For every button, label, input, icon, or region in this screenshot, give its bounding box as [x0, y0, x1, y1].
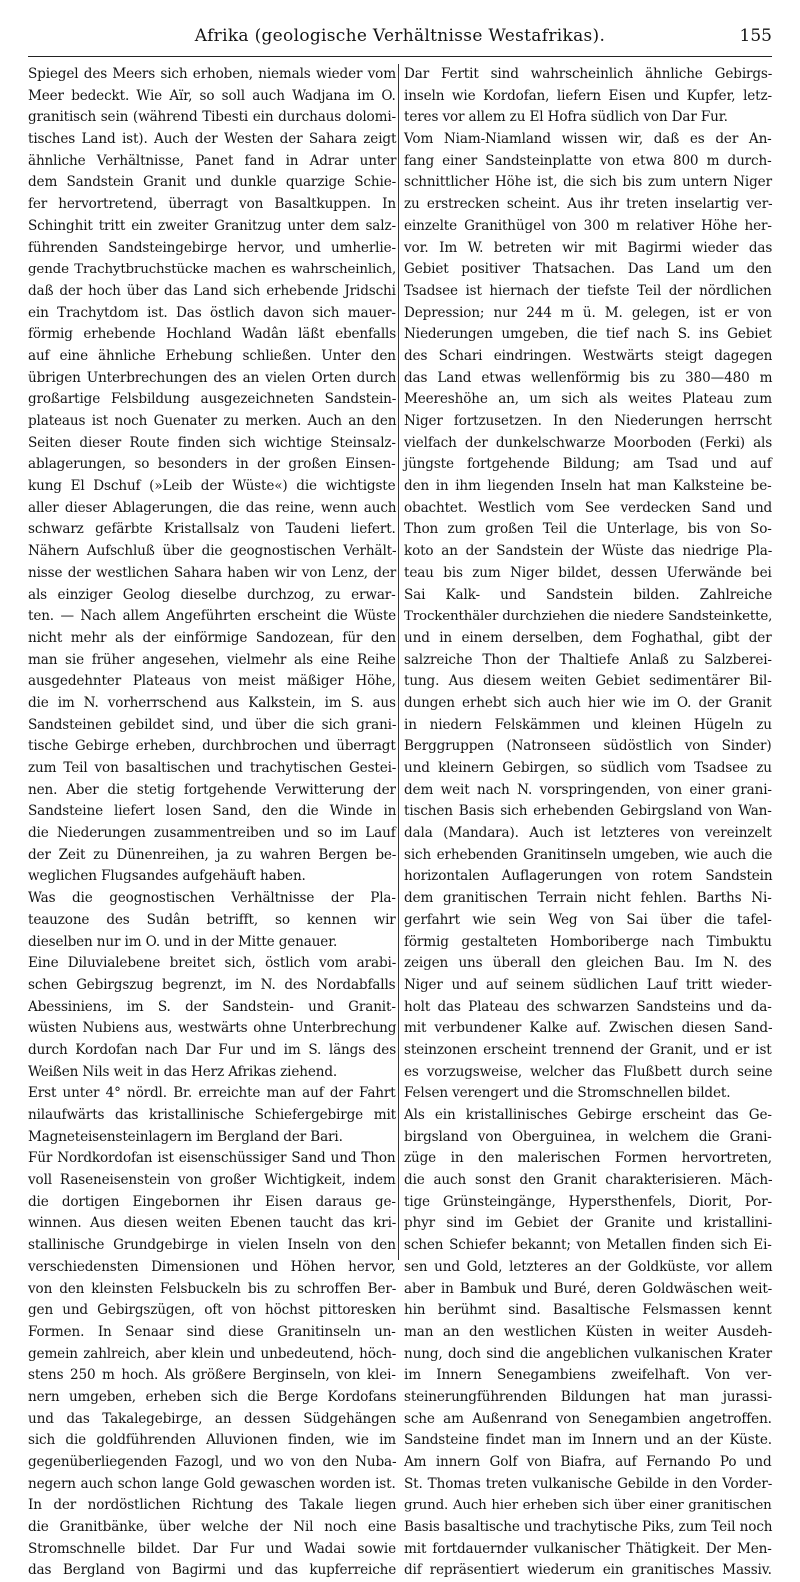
text-line: dem weit nach N. vorspringenden, von einer grani-: [404, 781, 772, 798]
text-line: aller dieser Ablagerungen, die das reine, wenn auch: [28, 499, 397, 516]
text-line: vor. Im W. betreten wir mit Bagirmi wieder das: [404, 239, 773, 256]
text-line: Schinghit tritt ein zweiter Granitzug unter dem salz-: [28, 217, 396, 234]
text-line: Dar Fertit sind wahrscheinlich ähnliche Gebirgs-: [404, 66, 773, 82]
text-line: von den kleinsten Felsbuckeln bis zu schroffen Ber-: [28, 1280, 397, 1297]
text-line: Basis basaltische und trachytische Piks, zum Teil noch: [404, 1519, 773, 1536]
text-line: gende Trachytbruchstücke machen es wahrscheinlich,: [28, 262, 397, 278]
text-line: kung El Dschuf (»Leib der Wüste«) die wichtigste: [28, 478, 396, 495]
text-line: züge in den malerischen Formen hervortreten,: [404, 1150, 772, 1167]
text-line: inseln wie Kordofan, liefern Eisen und Kupfer, letz-: [404, 87, 772, 104]
text-line: nung, doch sind die angeblichen vulkanischen Krater: [404, 1345, 772, 1362]
text-line: sich erhebenden Granitinseln umgeben, wie auch die: [404, 846, 773, 863]
right-column: [404, 64, 773, 1579]
text-line: Felsen verengert und die Stromschnellen bildet.: [404, 1085, 731, 1102]
text-line: im Innern Senegambiens zweifelhaft. Von ver-: [404, 1367, 772, 1384]
text-line: sen und Gold, letzteres an der Goldküste, vor allem: [404, 1258, 773, 1275]
text-line: nilaufwärts das kristallinische Schiefergebirge mit: [28, 1107, 396, 1123]
text-line: salzreiche Thon der Thaltiefe Anlaß zu Salzberei-: [404, 651, 772, 668]
text-line: zu erstrecken scheint. Aus ihr treten inselartig ver-: [404, 196, 773, 213]
text-line: gemein zahlreich, aber klein und unbedeutend, höch-: [28, 1345, 397, 1362]
text-line: St. Thomas treten vulkanische Gebilde in den Vorder-: [404, 1475, 773, 1492]
text-line: mit verbundener Kalke auf. Zwischen diesen Sand-: [404, 1020, 773, 1037]
text-line: grund. Auch hier erheben sich über einer granitischen: [404, 1498, 772, 1514]
text-line: Weißen Nils weit in das Herz Afrikas ziehend.: [28, 1063, 338, 1080]
text-line: großartige Felsbildung ausgezeichneten Sandstein-: [28, 391, 397, 408]
text-line: ähnliche Verhältnisse, Panet fand in Adrar unter: [28, 152, 397, 169]
text-line: man sie früher angesehen, vielmehr als eine Reihe: [28, 651, 396, 668]
text-line: stallinische Grundgebirge in vielen Inseln von den: [28, 1237, 396, 1254]
text-line: fang einer Sandsteinplatte von etwa 800 m durch-: [404, 152, 772, 169]
text-line: das Bergland von Bagirmi und das kupferreiche: [28, 1562, 397, 1579]
text-line: vielfach der dunkelschwarze Moorboden (Ferki) als: [404, 434, 773, 451]
text-line: dif repräsentiert wiederum ein granitisches Massiv.: [404, 1562, 772, 1579]
text-line: ablagerungen, so besonders in der großen Einsen-: [28, 456, 396, 473]
text-line: tung. Aus diesem weiten Gebiet sedimentärer Bil-: [404, 673, 772, 690]
text-line: zum Teil von basaltischen und trachytischen Gestei-: [28, 760, 397, 776]
text-line: zeigen uns überall den gleichen Bau. Im N. des: [404, 955, 772, 972]
text-line: dem Sandstein Granit und dunkle quarzige Schie-: [28, 174, 397, 191]
text-line: Meer bedeckt. Wie Aïr, so soll auch Wadjana im O.: [28, 87, 396, 104]
text-line: tische Gebirge erheben, durchbrochen und überragt: [28, 738, 396, 755]
text-line: schnittlicher Höhe ist, die sich bis zum untern Niger: [404, 174, 772, 191]
text-line: Sai Kalk- und Sandstein bilden. Zahlreiche: [404, 586, 773, 603]
text-line: schen Schiefer bekannt; von Metallen finden sich Ei-: [404, 1237, 772, 1254]
text-line: gen und Gebirgszügen, oft von höchst pittoresken: [28, 1302, 397, 1319]
text-line: des Schari eindringen. Westwärts steigt dagegen: [404, 347, 773, 364]
text-line: Stromschnelle bildet. Dar Fur und Wadai sowie: [28, 1540, 396, 1557]
text-line: stens 250 m hoch. Als größere Berginseln, von klei-: [28, 1367, 396, 1384]
text-line: Meereshöhe an, um sich als weites Plateau zum: [404, 391, 772, 408]
text-line: Magneteisensteinlagern im Bergland der Bari.: [28, 1128, 343, 1145]
text-line: dieselben nur im O. und in der Mitte genauer.: [28, 933, 338, 950]
text-line: tisches Land ist). Auch der Westen der Sahara zeigt: [28, 131, 397, 148]
page-number: 155: [739, 26, 772, 46]
text-line: Thon zum großen Teil die Unterlage, bis von So-: [404, 521, 772, 538]
text-line: Berggruppen (Natronseen südöstlich von Sinder): [404, 738, 772, 755]
text-line: Für Nordkordofan ist eisenschüssiger Sand und Thon: [28, 1150, 396, 1167]
text-line: daß der hoch über das Land sich erhebende Jridschi: [28, 282, 396, 299]
text-line: man an den westlichen Küsten in weiter Ausdeh-: [404, 1323, 773, 1340]
text-line: koto an der Sandstein der Wüste das niedrige Pla-: [404, 543, 773, 560]
text-line: phyr sind im Gebiet der Granite und kristallini-: [404, 1215, 773, 1232]
text-line: sche am Außenrand von Senegambien angetroffen.: [404, 1410, 772, 1427]
text-line: nen. Aber die stetig fortgehende Verwitterung der: [28, 781, 396, 798]
text-line: horizontalen Auflagerungen von rotem Sandstein: [404, 868, 773, 885]
text-line: sich die goldführenden Alluvionen finden, wie im: [28, 1432, 397, 1449]
text-line: in niedern Felskämmen und kleinen Hügeln zu: [404, 716, 772, 733]
text-line: einzelte Granithügel von 300 m relativer Höhe her-: [404, 217, 772, 234]
text-line: Eine Diluvialebene breitet sich, östlich vom arabi-: [28, 955, 397, 972]
text-line: tischen Basis sich erhebenden Gebirgsland von Wan-: [404, 803, 772, 820]
text-line: schwarz gefärbte Kristallsalz von Taudeni liefert.: [28, 521, 396, 538]
text-line: förmig gestalteten Homboriberge nach Timbuktu: [404, 933, 772, 950]
text-line: die auch sonst den Granit charakterisieren. Mäch-: [404, 1172, 773, 1189]
text-line: nisse der westlichen Sahara haben wir von Lenz, der: [28, 564, 397, 581]
text-line: als einziger Geolog dieselbe durchzog, zu erwar-: [28, 586, 396, 603]
text-line: aber in Bambuk und Buré, deren Goldwäschen weit-: [404, 1280, 773, 1297]
text-line: plateaus ist noch Guenater zu merken. Auch an den: [28, 413, 397, 429]
header-rule: [28, 56, 772, 57]
text-line: Als ein kristallinisches Gebirge erscheint das Ge-: [404, 1107, 772, 1123]
text-line: Sandsteine liefert losen Sand, den die Winde in: [28, 803, 397, 820]
text-line: mit fortdauernder vulkanischer Thätigkeit. Der Men-: [404, 1540, 772, 1557]
text-line: Sandsteinen gebildet sind, und über die sich grani-: [28, 716, 397, 733]
text-line: übrigen Unterbrechungen des an vielen Orten durch: [28, 369, 397, 386]
text-line: Nähern Aufschluß über die geognostischen Verhält-: [28, 543, 397, 560]
text-line: Niger fortzusetzen. In den Niederungen herrscht: [404, 413, 772, 429]
text-line: das Land etwas wellenförmig bis zu 380—480 m: [404, 369, 773, 386]
text-line: Erst unter 4° nördl. Br. erreichte man auf der Fahrt: [28, 1085, 396, 1102]
text-line: ausgedehnter Plateaus von meist mäßiger Höhe,: [28, 673, 396, 690]
text-line: Vom Niam-Niamland wissen wir, daß es der An-: [404, 131, 772, 148]
left-column: [28, 64, 397, 1579]
text-line: auf eine ähnliche Erhebung schließen. Unter den: [28, 347, 396, 364]
text-line: Sandsteine findet man im Innern und an der Küste.: [404, 1432, 772, 1449]
text-line: dem granitischen Terrain nicht fehlen. Barths Ni-: [404, 890, 772, 907]
text-line: die Granitbänke, über welche der Nil noch eine: [28, 1519, 397, 1536]
text-line: die Niederungen zusammentreiben und so im Lauf: [28, 825, 396, 842]
text-line: und das Takalegebirge, an dessen Südgehängen: [28, 1410, 397, 1427]
column-divider: [398, 64, 399, 1260]
text-line: die dortigen Eingebornen ihr Eisen daraus ge-: [28, 1193, 396, 1210]
text-line: In der nordöstlichen Richtung des Takale liegen: [28, 1497, 397, 1514]
text-line: birgsland von Oberguinea, in welchem die Grani-: [404, 1128, 772, 1145]
text-line: es vorzugsweise, welcher das Flußbett durch seine: [404, 1063, 773, 1080]
text-line: Am innern Golf von Biafra, auf Fernando Po und: [404, 1454, 772, 1470]
text-line: steinzonen erscheint trennend der Granit, und er ist: [404, 1041, 772, 1058]
text-line: und kleinern Gebirgen, so südlich vom Tsadsee zu: [404, 760, 772, 776]
text-line: Seiten dieser Route finden sich wichtige Steinsalz-: [28, 434, 396, 451]
text-line: Was die geognostischen Verhältnisse der Pla-: [28, 890, 396, 907]
text-line: Niger und auf seinem südlichen Lauf tritt wieder-: [404, 976, 772, 993]
text-line: jüngste fortgehende Bildung; am Tsad und auf: [404, 456, 772, 473]
text-line: ten. — Nach allem Angeführten erscheint die Wüste: [28, 608, 397, 625]
text-line: der Zeit zu Dünenreihen, ja zu wahren Bergen be-: [28, 846, 397, 863]
text-line: voll Raseneisenstein von großer Wichtigkeit, indem: [28, 1172, 396, 1189]
page-header-title: Afrika (geologische Verhältnisse Westafrikas).: [194, 26, 606, 46]
text-line: gerfahrt wie sein Weg von Sai über die tafel-: [404, 911, 772, 928]
text-line: förmig erhebende Hochland Wadân läßt ebenfalls: [28, 326, 397, 343]
text-line: Abessiniens, im S. der Sandstein- und Granit-: [28, 998, 396, 1015]
text-line: tige Grünsteingänge, Hypersthenfels, Diorit, Por-: [404, 1193, 772, 1210]
text-line: wüsten Nubiens aus, westwärts ohne Unterbrechung: [28, 1020, 397, 1037]
text-line: teres vor allem zu El Hofra südlich von Dar Fur.: [404, 109, 728, 126]
text-line: und in einem derselben, dem Foghathal, gibt der: [404, 629, 772, 646]
text-line: nicht mehr als der einförmige Sandozean, für den: [28, 629, 396, 646]
text-line: steinerungführenden Bildungen hat man jurassi-: [404, 1388, 773, 1405]
text-line: weglichen Flugsandes aufgehäuft haben.: [28, 868, 306, 885]
text-line: nern umgeben, erheben sich die Berge Kordofans: [28, 1388, 397, 1405]
text-line: schen Gebirgszug begrenzt, im N. des Nordabfalls: [28, 976, 396, 993]
text-line: Niederungen umgeben, die tief nach S. ins Gebiet: [404, 326, 772, 343]
text-line: granitisch sein (während Tibesti ein durchaus dolomi-: [28, 109, 396, 126]
text-line: den in ihm liegenden Inseln hat man Kalksteine be-: [404, 478, 772, 495]
text-line: führenden Sandsteingebirge hervor, und umherlie-: [28, 239, 396, 256]
text-line: Gebiet positiver Thatsachen. Das Land um den: [404, 261, 772, 278]
text-line: teau bis zum Niger bildet, dessen Uferwände bei: [404, 564, 772, 581]
text-line: die im N. vorherrschend aus Kalkstein, im S. aus: [28, 694, 396, 711]
text-line: Formen. In Senaar sind diese Granitinseln un-: [28, 1323, 396, 1340]
text-line: winnen. Aus diesen weiten Ebenen taucht das kri-: [28, 1215, 397, 1232]
text-line: Tsadsee ist hiernach der tiefste Teil der nördlichen: [404, 282, 772, 299]
text-line: ein Trachytdom ist. Das östlich davon sich mauer-: [28, 304, 396, 321]
text-line: dala (Mandara). Auch ist letzteres von vereinzelt: [404, 825, 772, 842]
text-line: teauzone des Sudân betrifft, so kennen wir: [28, 911, 396, 928]
text-line: holt das Plateau des schwarzen Sandsteins und da-: [404, 998, 772, 1015]
text-line: hin berühmt sind. Basaltische Felsmassen kennt: [404, 1302, 772, 1319]
text-line: gegenüberliegenden Fazogl, und wo von den Nuba-: [28, 1454, 397, 1470]
text-line: dungen erhebt sich auch hier wie im O. der Granit: [404, 694, 772, 711]
text-line: fer hervortretend, überragt von Basaltkuppen. In: [28, 196, 396, 213]
text-line: Spiegel des Meers sich erhoben, niemals wieder vom: [28, 66, 396, 82]
text-line: durch Kordofan nach Dar Fur und im S. längs des: [28, 1041, 397, 1058]
text-line: verschiedensten Dimensionen und Höhen hervor,: [28, 1258, 396, 1275]
text-line: obachtet. Westlich vom See verdecken Sand und: [404, 499, 773, 516]
text-line: negern auch schon lange Gold gewaschen worden ist.: [28, 1475, 396, 1492]
text-line: Trockenthäler durchziehen die niedere Sandsteinkette,: [404, 609, 773, 625]
text-line: Depression; nur 244 m ü. M. gelegen, ist er von: [404, 304, 772, 321]
running-header: [28, 26, 772, 54]
